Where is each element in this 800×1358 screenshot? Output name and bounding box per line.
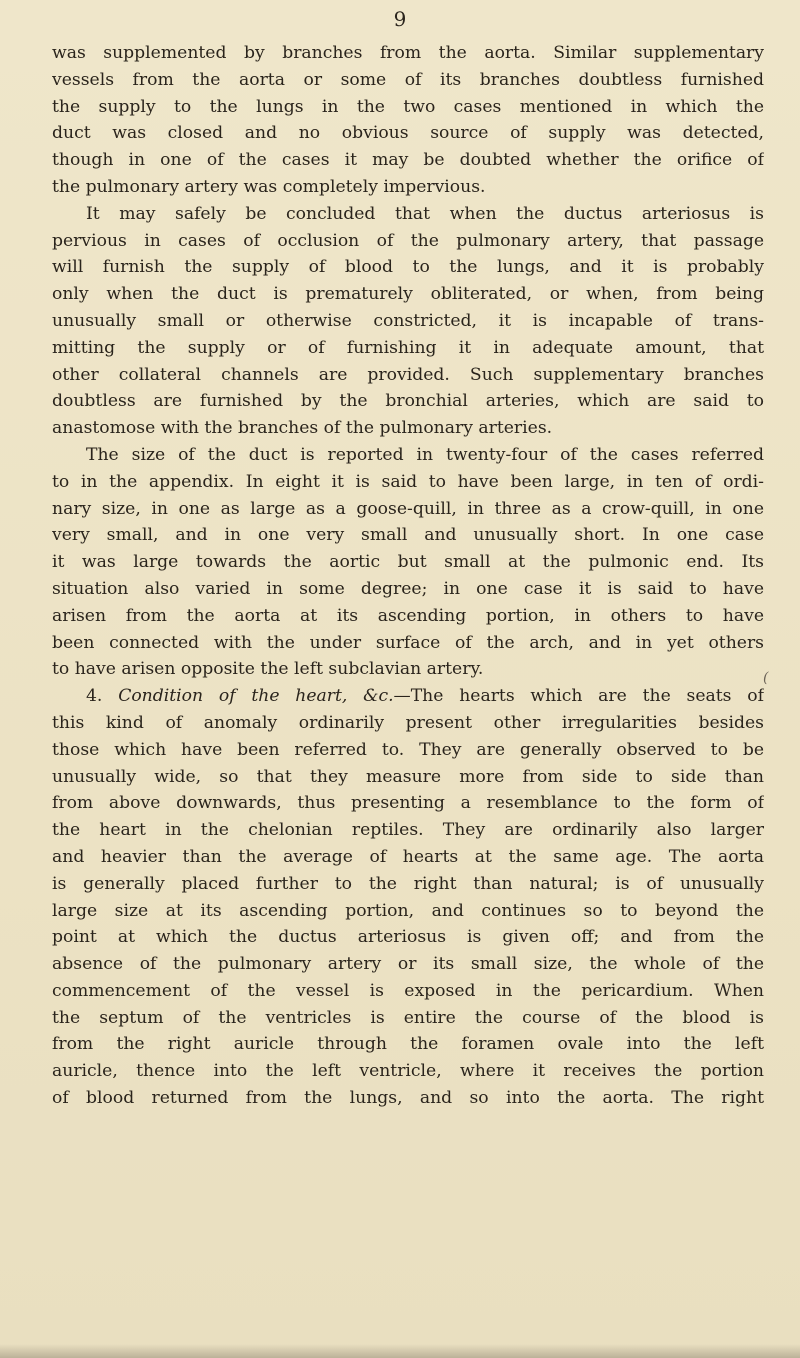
text-line: mitting the supply or of furnishing it in adequate amount, that [52,337,764,358]
text-line: absence of the pulmonary artery or its small size, the whole of the [52,954,764,975]
text-line: unusually wide, so that they measure more from side to side than [52,766,764,787]
text-line: been connected with the under surface of the arch, and in yet others [52,632,764,653]
text-line: unusually small or otherwise constricted, it is incapable of trans- [52,310,764,331]
text-line: other collateral channels are provided. Such supplementary branches [52,364,764,385]
section-heading: Condition of the heart, &c. [118,686,394,707]
text-line: the septum of the ventricles is entire the course of the blood is [52,1007,764,1028]
text-line: it was large towards the aortic but small at the pulmonic end. Its [52,552,764,573]
text-line: arisen from the aorta at its ascending portion, in others to have [52,605,764,626]
text-line: to in the appendix. In eight it is said to have been large, in ten of ordi- [52,471,764,492]
page-edge-shadow [0,1344,800,1358]
text-line: duct was closed and no obvious source of supply was detected, [52,123,764,144]
text-line: large size at its ascending portion, and continues so to beyond the [52,900,764,921]
text-line: 4. Condition of the heart, &c.—The hearts which are the seats of [86,686,764,707]
text-line: very small, and in one very small and unusually short. In one case [52,525,764,546]
body-text [52,40,764,1112]
text-line: It may safely be concluded that when the ductus arteriosus is [86,203,764,224]
text-line: The size of the duct is reported in twenty-four of the cases referred [86,444,764,465]
text-line: this kind of anomaly ordinarily present other irregularities besides [52,712,764,733]
text-line: from the right auricle through the foramen ovale into the left [52,1034,764,1055]
text-line: is generally placed further to the right than natural; is of unusually [52,873,764,894]
text-line: though in one of the cases it may be doubted whether the orifice of [52,150,764,171]
text-line: commencement of the vessel is exposed in the pericardium. When [52,980,764,1001]
margin-mark: ( [763,670,769,686]
text-line: of blood returned from the lungs, and so into the aorta. The right [52,1088,764,1109]
text-line: the heart in the chelonian reptiles. They are ordinarily also larger [52,820,764,841]
page-number: 9 [393,7,407,31]
text-line: to have arisen opposite the left subclavian artery. [52,659,484,680]
text-line: will furnish the supply of blood to the lungs, and it is probably [52,257,764,278]
text-line: nary size, in one as large as a goose-quill, in three as a crow-quill, in one [52,498,764,519]
text-line: situation also varied in some degree; in one case it is said to have [52,578,764,599]
text-line: point at which the ductus arteriosus is given off; and from the [52,927,764,948]
text-line: only when the duct is prematurely obliterated, or when, from being [52,284,764,305]
text-line: the pulmonary artery was completely impervious. [52,176,486,197]
text-line: anastomose with the branches of the pulmonary arteries. [52,418,553,439]
text-line: those which have been referred to. They are generally observed to be [52,739,764,760]
text-line: was supplemented by branches from the aorta. Similar supplementary [52,43,764,63]
text-line: auricle, thence into the left ventricle, where it receives the portion [52,1061,764,1082]
text-line: the supply to the lungs in the two cases mentioned in which the [52,96,764,117]
text-line: and heavier than the average of hearts at the same age. The aorta [52,846,764,867]
text-line: vessels from the aorta or some of its branches doubtless furnished [52,69,764,90]
text-line: from above downwards, thus presenting a resemblance to the form of [52,793,764,814]
text-line: doubtless are furnished by the bronchial arteries, which are said to [52,391,764,412]
text-line: pervious in cases of occlusion of the pulmonary artery, that passage [52,230,764,251]
